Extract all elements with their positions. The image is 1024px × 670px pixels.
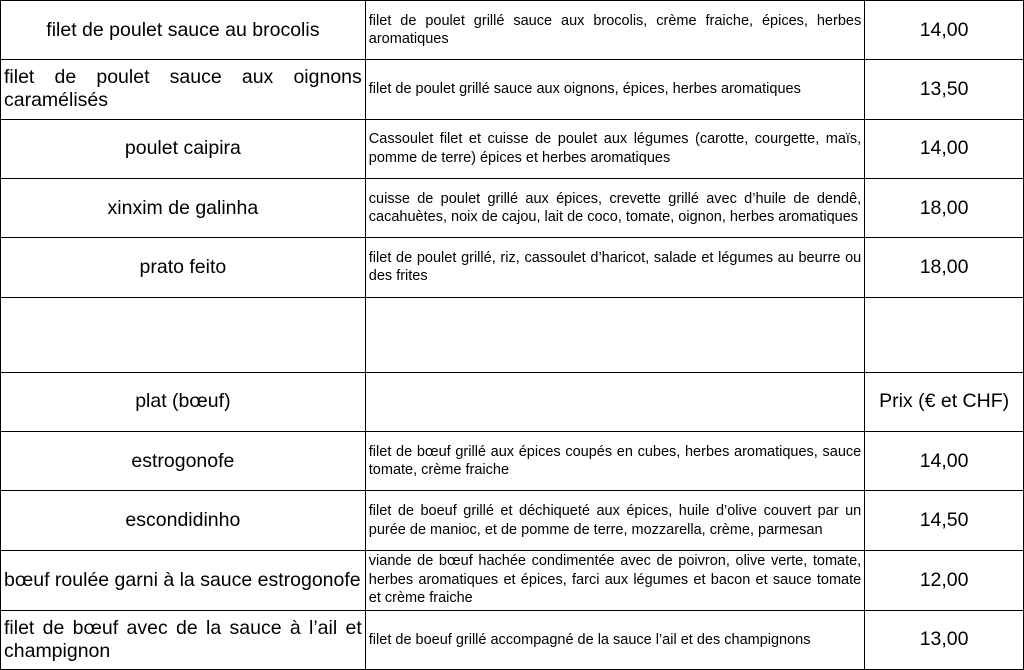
- empty-cell: [865, 297, 1024, 372]
- dish-name: estrogonofe: [1, 432, 366, 491]
- table-row: [1, 432, 1024, 491]
- dish-price: 14,00: [865, 119, 1024, 178]
- table-row: [1, 550, 1024, 610]
- dish-name: filet de poulet sauce aux oignons caramélisés: [1, 60, 366, 119]
- dish-name: prato feito: [1, 238, 366, 297]
- dish-price: 18,00: [865, 178, 1024, 237]
- table-row: [1, 238, 1024, 297]
- empty-cell: [1, 297, 366, 372]
- dish-name: filet de poulet sauce au brocolis: [1, 1, 366, 60]
- section-header-row: [1, 372, 1024, 431]
- section-header-name: plat (bœuf): [1, 372, 366, 431]
- dish-description: viande de bœuf hachée condimentée avec de poivron, olive verte, tomate, herbes aromatiques et épices, farci aux légumes et bacon et sauce tomate et crème fraiche: [365, 550, 864, 610]
- dish-name: xinxim de galinha: [1, 178, 366, 237]
- table-row: [1, 60, 1024, 119]
- dish-description: filet de bœuf grillé aux épices coupés en cubes, herbes aromatiques, sauce tomate, crème fraiche: [365, 432, 864, 491]
- empty-row: [1, 297, 1024, 372]
- table-row: [1, 1, 1024, 60]
- dish-description: filet de poulet grillé sauce aux brocolis, crème fraiche, épices, herbes aromatiques: [365, 1, 864, 60]
- dish-price: 14,00: [865, 432, 1024, 491]
- table-row: [1, 119, 1024, 178]
- dish-description: filet de poulet grillé sauce aux oignons, épices, herbes aromatiques: [365, 60, 864, 119]
- dish-price: 12,00: [865, 550, 1024, 610]
- table-row: [1, 178, 1024, 237]
- dish-price: 13,00: [865, 610, 1024, 669]
- dish-price: 13,50: [865, 60, 1024, 119]
- dish-price: 14,50: [865, 491, 1024, 550]
- dish-description: filet de boeuf grillé et déchiqueté aux épices, huile d’olive couvert par un purée de manioc, et de pomme de terre, mozzarella, crème, parmesan: [365, 491, 864, 550]
- table-row: [1, 491, 1024, 550]
- dish-price: 18,00: [865, 238, 1024, 297]
- dish-name: bœuf roulée garni à la sauce estrogonofe: [1, 550, 366, 610]
- empty-cell: [365, 297, 864, 372]
- dish-name: filet de bœuf avec de la sauce à l’ail et champignon: [1, 610, 366, 669]
- table-row: [1, 610, 1024, 669]
- dish-description: filet de boeuf grillé accompagné de la sauce l’ail et des champignons: [365, 610, 864, 669]
- dish-description: filet de poulet grillé, riz, cassoulet d’haricot, salade et légumes au beurre ou des frites: [365, 238, 864, 297]
- section-header-price: Prix (€ et CHF): [865, 372, 1024, 431]
- dish-description: cuisse de poulet grillé aux épices, crevette grillé avec d’huile de dendê, cacahuètes, noix de cajou, lait de coco, tomate, oignon, herbes aromatiques: [365, 178, 864, 237]
- dish-name: escondidinho: [1, 491, 366, 550]
- dish-name: poulet caipira: [1, 119, 366, 178]
- dish-price: 14,00: [865, 1, 1024, 60]
- section-header-description: [365, 372, 864, 431]
- dish-description: Cassoulet filet et cuisse de poulet aux légumes (carotte, courgette, maïs, pomme de terre) épices et herbes aromatiques: [365, 119, 864, 178]
